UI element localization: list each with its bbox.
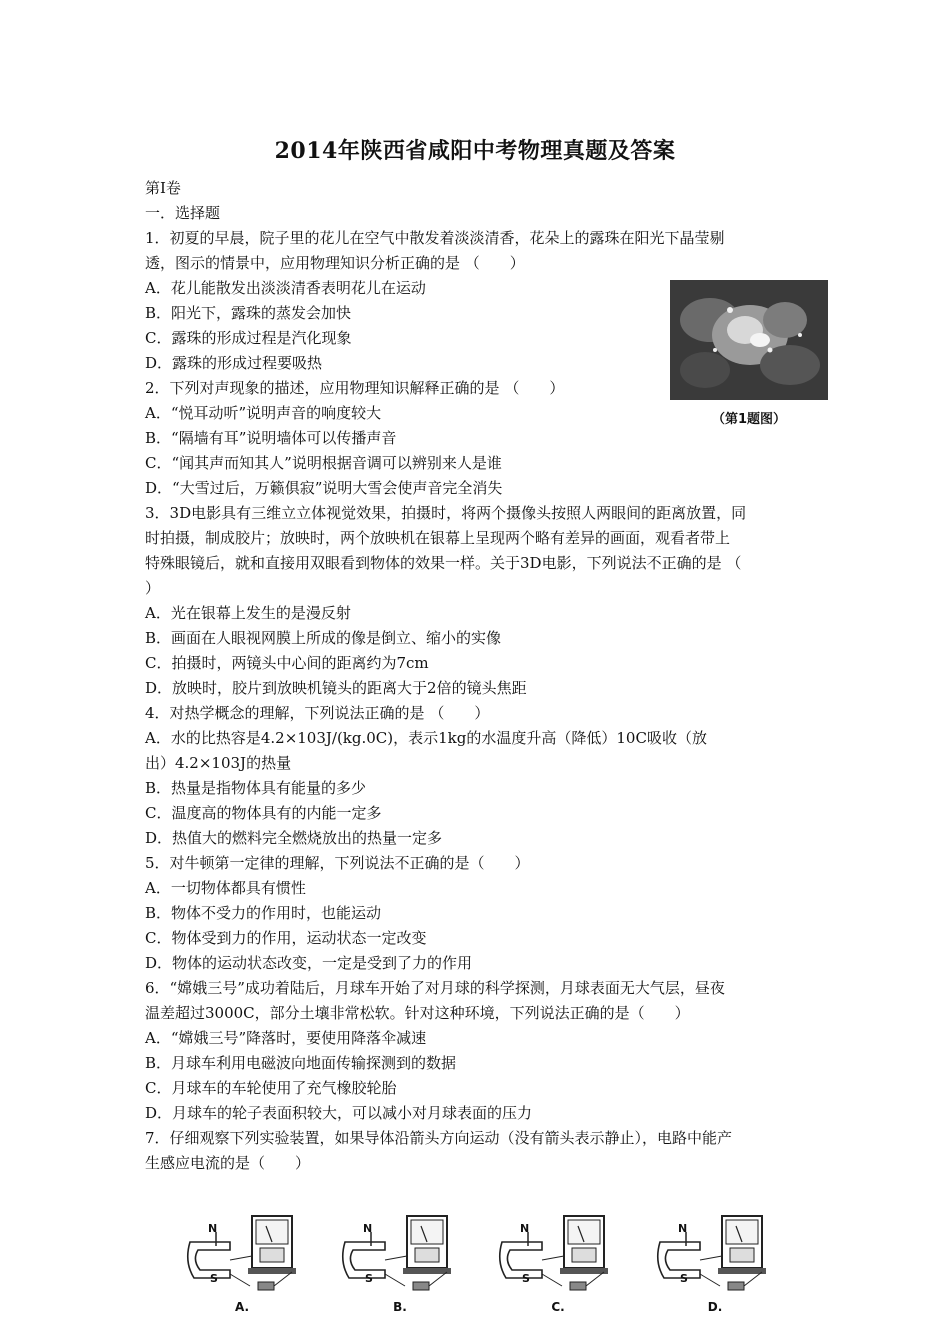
text-line: D．热值大的燃料完全燃烧放出的热量一定多 (145, 829, 443, 847)
text-line: C．温度高的物体具有的内能一定多 (145, 804, 382, 822)
text-line: C．月球车的车轮使用了充气橡胶轮胎 (145, 1079, 397, 1097)
flower-photo (670, 280, 828, 400)
experiment-option-label: B. (393, 1300, 407, 1314)
magnet-south-label: S (522, 1272, 530, 1285)
text-line: B．画面在人眼视网膜上所成的像是倒立、缩小的实像 (145, 629, 502, 647)
text-line: 生感应电流的是（ ） (145, 1154, 311, 1172)
text-line: D．物体的运动状态改变，一定是受到了力的作用 (145, 954, 473, 972)
text-line: A．一切物体都具有惯性 (145, 879, 306, 897)
text-line: A．“嫦娥三号”降落时，要使用降落伞减速 (145, 1029, 427, 1047)
text-line: D．放映时，胶片到放映机镜头的距离大于2倍的镜头焦距 (145, 679, 527, 697)
text-line: D．“大雪过后，万籁俱寂”说明大雪会使声音完全消失 (145, 479, 503, 497)
text-line: 1．初夏的早晨，院子里的花儿在空气中散发着淡淡清香，花朵上的露珠在阳光下晶莹剔 (145, 229, 725, 247)
text-line: 温差超过3000C，部分土壤非常松软。针对这种环境，下列说法正确的是（ ） (145, 1004, 690, 1022)
text-line: B．月球车利用电磁波向地面传输探测到的数据 (145, 1054, 457, 1072)
text-line: A．花儿能散发出淡淡清香表明花儿在运动 (145, 279, 426, 297)
experiment-diagram (492, 1212, 627, 1337)
text-line: 特殊眼镜后，就和直接用双眼看到物体的效果一样。关于3D电影，下列说法不正确的是 （ (145, 554, 742, 572)
text-line: A．光在银幕上发生的是漫反射 (145, 604, 351, 622)
experiment-diagram (650, 1212, 785, 1337)
text-line: 6．“嫦娥三号”成功着陆后，月球车开始了对月球的科学探测，月球表面无大气层，昼夜 (145, 979, 725, 997)
text-line: C．“闻其声而知其人”说明根据音调可以辨别来人是谁 (145, 454, 502, 472)
magnet-south-label: S (365, 1272, 373, 1285)
magnet-north-label: N (678, 1222, 688, 1235)
text-line: 透，图示的情景中，应用物理知识分析正确的是 （ ） (145, 254, 525, 272)
text-line: 第Ⅰ卷 (145, 179, 181, 197)
magnet-north-label: N (520, 1222, 530, 1235)
text-line: 一．选择题 (145, 204, 221, 222)
experiment-option-label: C. (551, 1300, 565, 1314)
text-line: C．露珠的形成过程是汽化现象 (145, 329, 352, 347)
magnet-north-label: N (363, 1222, 373, 1235)
text-line: 3．3D电影具有三维立立体视觉效果，拍摄时，将两个摄像头按照人两眼间的距离放置，同 (145, 504, 747, 522)
experiment-diagram (335, 1212, 470, 1337)
text-line: B．“隔墙有耳”说明墙体可以传播声音 (145, 429, 397, 447)
text-line: B．热量是指物体具有能量的多少 (145, 779, 367, 797)
experiment-diagram (180, 1212, 315, 1337)
text-line: D．露珠的形成过程要吸热 (145, 354, 323, 372)
text-line: C．物体受到力的作用，运动状态一定改变 (145, 929, 427, 947)
text-line: A．“悦耳动听”说明声音的响度较大 (145, 404, 382, 422)
text-line: 7．仔细观察下列实验装置，如果导体沿箭头方向运动（没有箭头表示静止），电路中能产 (145, 1129, 733, 1147)
text-line: 5．对牛顿第一定律的理解，下列说法不正确的是（ ） (145, 854, 530, 872)
experiment-option-label: D. (707, 1300, 723, 1314)
text-line: 2．下列对声现象的描述，应用物理知识解释正确的是 （ ） (145, 379, 565, 397)
text-line: C．拍摄时，两镜头中心间的距离约为7cm (145, 654, 429, 672)
text-line: 4．对热学概念的理解，下列说法正确的是 （ ） (145, 704, 490, 722)
page-title: 2014年陕西省咸阳中考物理真题及答案 (274, 138, 676, 164)
figure-caption: （第1题图） (711, 412, 787, 427)
text-line: 出）4.2×103J的热量 (145, 754, 292, 772)
text-line: ） (145, 579, 161, 597)
text-line: B．物体不受力的作用时，也能运动 (145, 904, 382, 922)
magnet-north-label: N (208, 1222, 218, 1235)
text-line: 时拍摄，制成胶片；放映时，两个放映机在银幕上呈现两个略有差异的画面，观看者带上 (145, 529, 731, 547)
magnet-south-label: S (680, 1272, 688, 1285)
experiment-option-label: A. (234, 1300, 250, 1314)
text-line: D．月球车的轮子表面积较大，可以减小对月球表面的压力 (145, 1104, 533, 1122)
magnet-south-label: S (210, 1272, 218, 1285)
text-line: B．阳光下，露珠的蒸发会加快 (145, 304, 352, 322)
text-line: A．水的比热容是4.2×103J/(kg.0C)，表示1kg的水温度升高（降低）10C吸收（放 (145, 729, 707, 747)
